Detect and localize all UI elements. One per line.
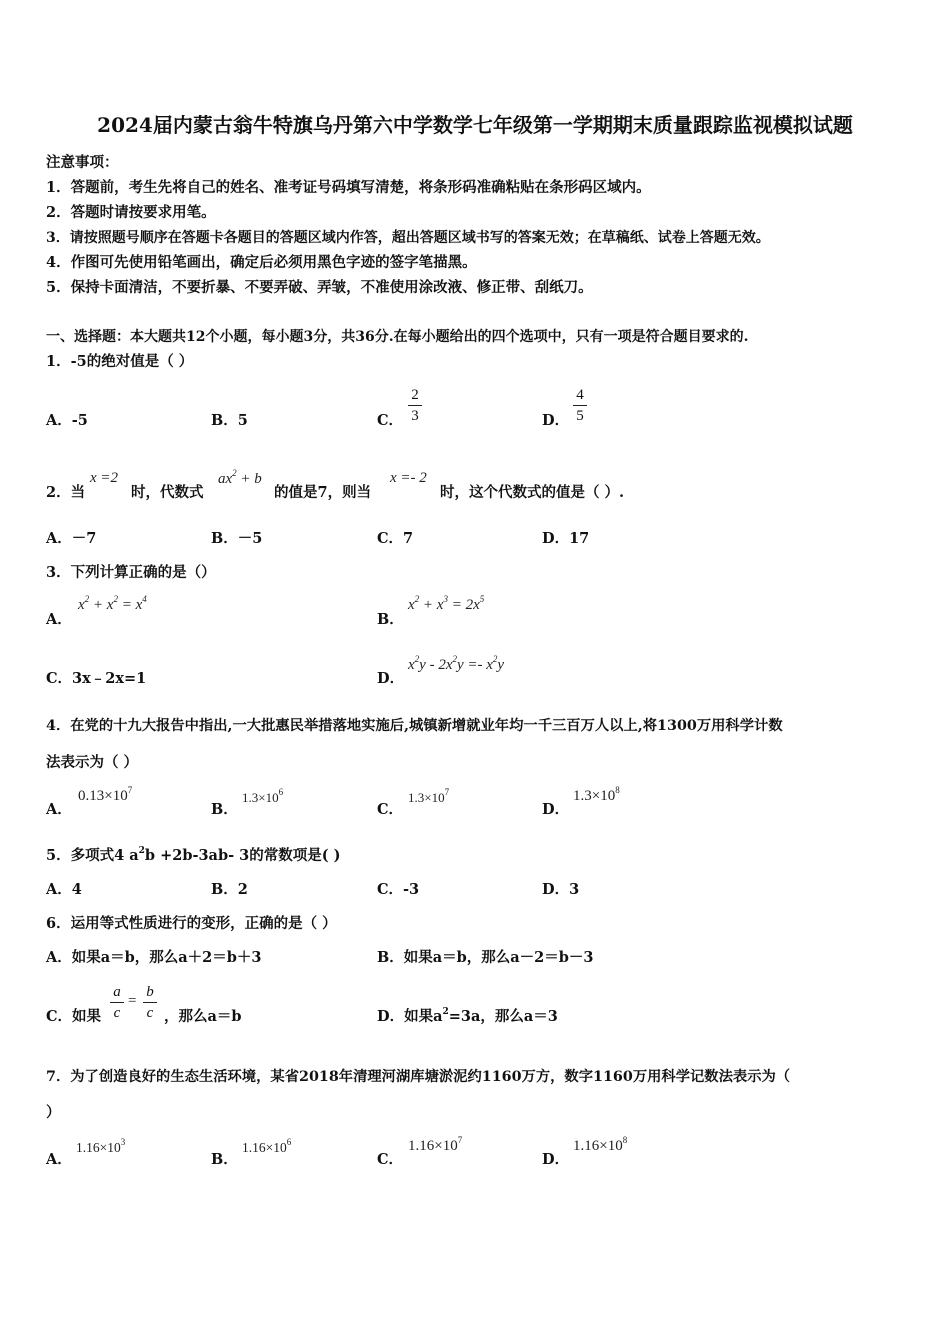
- q1-c-fraction: [408, 386, 422, 425]
- q7-option-a: A．: [46, 1151, 72, 1168]
- notice-heading: 注意事项：: [46, 154, 119, 171]
- q4-option-b: B．: [211, 801, 238, 818]
- q5-option-a: A．4: [46, 881, 82, 898]
- q4-option-d: D．: [542, 801, 570, 818]
- q6-c-fraction-left: [110, 983, 124, 1022]
- q7-d-math: [573, 1135, 628, 1155]
- q3-a-math: $x^2 + x^2 = x^4$: [78, 594, 147, 613]
- q2-text-part: 2．当: [46, 484, 86, 501]
- notice-item: 3．请按照题号顺序在答题卡各题目的答题区域内作答，超出答题区域书写的答案无效；在草稿纸、试卷上答题无效。: [46, 230, 770, 246]
- option-exponent: 2: [442, 1007, 449, 1017]
- stem-text: b +2b-3ab- 3的常数项是( ): [144, 847, 341, 864]
- q6-option-a: A．如果a＝b，那么a＋2＝b＋3: [46, 949, 262, 966]
- q6-option-b: B．如果a＝b，那么a－2＝b－3: [377, 949, 594, 966]
- q6-option-c-prefix: C．如果: [46, 1008, 102, 1025]
- mantissa: 1.3×10: [408, 790, 445, 805]
- q1-option-d: D．: [542, 412, 570, 429]
- q4-option-a: A．: [46, 801, 72, 818]
- q4-a-math: [78, 785, 133, 805]
- q4-d-math: [573, 785, 620, 805]
- mantissa: 1.3×10: [573, 788, 616, 804]
- mantissa: 1.16×10: [76, 1140, 121, 1155]
- mantissa: 1.16×10: [408, 1138, 458, 1154]
- numerator: 2: [411, 387, 419, 403]
- q4-option-c: C．: [377, 801, 404, 818]
- mantissa: 1.16×10: [573, 1138, 623, 1154]
- q3-option-a: A．: [46, 611, 72, 628]
- numerator: b: [146, 984, 154, 1000]
- page-title: 2024届内蒙古翁牛特旗乌丹第六中学数学七年级第一学期期末质量跟踪监视模拟试题: [97, 113, 853, 137]
- question-4-line2: 法表示为（ ）: [46, 754, 139, 771]
- q6-option-c-suffix: ，那么a＝b: [164, 1008, 242, 1025]
- notice-item: 5．保持卡面清洁，不要折暴、不要弄破、弄皱，不准使用涂改液、修正带、刮纸刀。: [46, 279, 593, 296]
- question-7-line1: 7．为了创造良好的生态生活环境，某省2018年清理河湖库塘淤泥约1160万方，数字1160万用科学记数法表示为（: [46, 1069, 791, 1085]
- question-7-line2: ）: [46, 1104, 61, 1121]
- denominator: 5: [576, 408, 584, 424]
- exponent: 8: [622, 1135, 628, 1145]
- numerator: 4: [576, 387, 584, 403]
- q2-option-a: A．－7: [46, 530, 97, 547]
- q1-option-b: B．5: [211, 412, 248, 429]
- q7-option-b: B．: [211, 1151, 238, 1168]
- notice-item: 4．作图可先使用铅笔画出，确定后必须用黑色字迹的签字笔描黑。: [46, 254, 477, 271]
- stem-exponent: 2: [138, 846, 145, 856]
- q3-d-math: $x^2y - 2x^2y =- x^2y$: [408, 654, 505, 673]
- q6-option-d: [377, 1008, 558, 1026]
- q2-option-b: B．－5: [211, 530, 263, 547]
- q1-option-a: A．-5: [46, 412, 88, 429]
- q6-c-fraction-right: [143, 983, 157, 1022]
- mantissa: 1.16×10: [242, 1140, 287, 1155]
- stem-text: 5．多项式4 a: [46, 847, 139, 864]
- q2-math-x-eq-2: x =2: [90, 470, 119, 486]
- q1-d-fraction: [573, 386, 587, 425]
- q2-math-x-eq-neg2: x =- 2: [390, 470, 427, 486]
- question-6-stem: 6．运用等式性质进行的变形，正确的是（ ）: [46, 915, 337, 932]
- q4-b-math: [242, 787, 284, 806]
- question-1-stem: 1．-5的绝对值是（ ）: [46, 353, 194, 370]
- exponent: 6: [278, 787, 284, 797]
- exponent: 8: [615, 785, 620, 795]
- q7-a-math: [76, 1137, 126, 1156]
- denominator: 3: [411, 408, 419, 424]
- question-4-line1: 4．在党的十九大报告中指出,一大批惠民举措落地实施后,城镇新增就业年均一千三百万人以上,将1300万用科学计数: [46, 718, 783, 734]
- notice-item: 1．答题前，考生先将自己的姓名、准考证号码填写清楚，将条形码准确粘贴在条形码区域内。: [46, 179, 651, 196]
- q3-b-math: $x^2 + x^3 = 2x^5$: [408, 594, 485, 613]
- numerator: a: [113, 984, 121, 1000]
- q2-text-part: 的值是7，则当: [274, 484, 372, 501]
- q5-option-d: D．3: [542, 881, 580, 898]
- q3-option-d: D．: [377, 670, 405, 687]
- q2-math-expression: [218, 468, 262, 488]
- q2-text-part: 时，代数式: [131, 484, 204, 501]
- exponent: 7: [127, 785, 133, 795]
- option-text: D．如果a: [377, 1008, 443, 1025]
- exponent: 3: [120, 1137, 126, 1147]
- denominator: c: [146, 1005, 154, 1021]
- section-heading: 一、选择题：本大题共12个小题，每小题3分，共36分.在每小题给出的四个选项中，只有一项是符合题目要求的.: [46, 329, 749, 345]
- q2-option-c: C．7: [377, 530, 414, 547]
- exponent: 7: [444, 787, 450, 797]
- q6-c-equals: =: [128, 993, 137, 1009]
- q1-option-c: C．: [377, 412, 404, 429]
- denominator: c: [113, 1005, 121, 1021]
- math-base: ax: [218, 471, 233, 487]
- q7-option-c: C．: [377, 1151, 404, 1168]
- math-tail: + b: [236, 471, 262, 487]
- q3-option-c: C．3x﹣2x=1: [46, 670, 147, 687]
- question-5-stem: [46, 847, 341, 865]
- math-exponent: 2: [232, 468, 237, 478]
- question-3-stem: 3．下列计算正确的是（）: [46, 564, 216, 581]
- notice-item: 2．答题时请按要求用笔。: [46, 204, 216, 221]
- q5-option-b: B．2: [211, 881, 248, 898]
- mantissa: 1.3×10: [242, 790, 279, 805]
- q2-option-d: D．17: [542, 530, 590, 547]
- q2-text-part: 时，这个代数式的值是（ ）.: [440, 484, 625, 501]
- exponent: 6: [286, 1137, 292, 1147]
- q7-c-math: [408, 1135, 463, 1155]
- mantissa: 0.13×10: [78, 788, 128, 804]
- exponent: 7: [457, 1135, 463, 1145]
- option-text: =3a，那么a＝3: [448, 1008, 558, 1025]
- q7-b-math: [242, 1137, 292, 1156]
- q3-option-b: B．: [377, 611, 404, 628]
- q5-option-c: C．-3: [377, 881, 420, 898]
- q4-c-math: [408, 787, 450, 806]
- q7-option-d: D．: [542, 1151, 570, 1168]
